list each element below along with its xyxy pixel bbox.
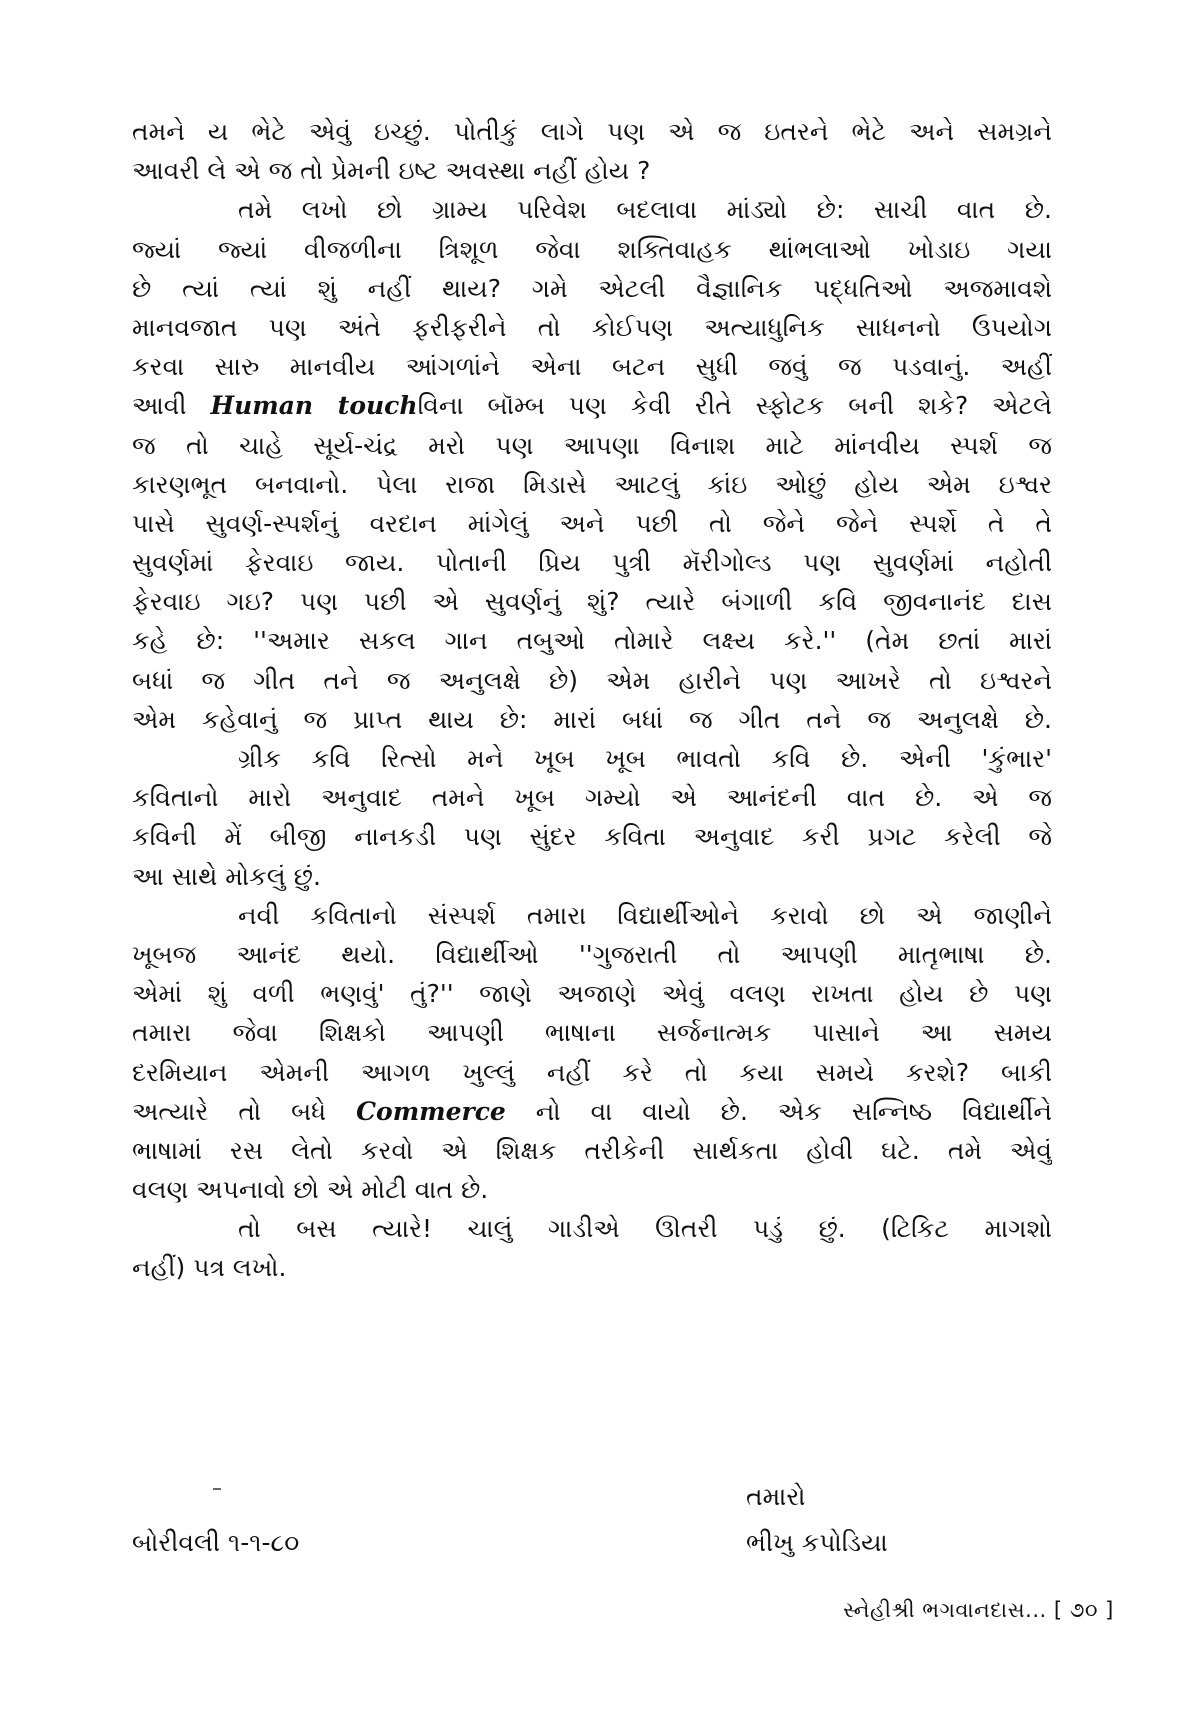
text-line: કરવા સારુ માનવીય આંગળાંને એના બટન સુધી જવું જ પડવાનું. અહીં <box>132 352 1052 382</box>
paragraph-start-line: તો બસ ત્યારે! ચાલું ગાડીએ ઊતરી પડું છું. (ટિકિટ માગશો <box>238 1214 1052 1244</box>
stray-dash-mark <box>213 1488 221 1490</box>
text-line: એમ કહેવાનું જ પ્રાપ્ત થાય છે: મારાં બધાં જ ગીત તને જ અનુલક્ષે છે. <box>132 704 1052 734</box>
text-line: ખૂબજ આનંદ થયો. વિદ્યાર્થીઓ ''ગુજરાતી તો આપણી માતૃભાષા છે. <box>132 939 1052 969</box>
text-line: પાસે સુવર્ણ-સ્પર્શનું વરદાન માંગેલું અને પછી તો જેને જેને સ્પર્શે તે તે <box>132 508 1052 538</box>
text-line: ભાષામાં રસ લેતો કરવો એ શિક્ષક તરીકેની સાર્થકતા હોવી ઘટે. તમે એવું <box>132 1135 1052 1165</box>
english-phrase: Human touch <box>210 391 418 421</box>
text-line: તમને ય ભેટે એવું ઇચ્છું. પોતીકું લાગે પણ એ જ ઇતરને ભેટે અને સમગ્રને <box>132 117 1052 146</box>
text-line: કારણભૂત બનવાનો. પેલા રાજા મિડાસે આટલું કાંઇ ઓછું હોય એમ ઇશ્વર <box>132 469 1052 499</box>
text-line: જ્યાં જ્યાં વીજળીના ત્રિશૂળ જેવા શક્તિવાહક થાંભલાઓ ખોડાઇ ગયા <box>132 234 1052 264</box>
text-line: ફેરવાઇ ગઇ? પણ પછી એ સુવર્ણનું શું? ત્યારે બંગાળી કવિ જીવનાનંદ દાસ <box>132 587 1052 617</box>
paragraph-start-line: નવી કવિતાનો સંસ્પર્શ તમારા વિદ્યાર્થીઓને કરાવો છો એ જાણીને <box>238 900 1052 930</box>
text-line: કહે છે: ''અમાર સકલ ગાન તબુઓ તોમારે લક્ષ્ય કરે.'' (તેમ છતાં મારાં <box>132 626 1052 656</box>
text-line: અત્યારે તો બધે Commerce નો વા વાયો છે. એક સન્નિષ્ઠ વિદ્યાર્થીને <box>132 1096 1052 1126</box>
page-footer <box>843 1595 1114 1625</box>
text-line: છે ત્યાં ત્યાં શું નહીં થાય? ગમે એટલી વૈજ્ઞાનિક પદ્ધતિઓ અજમાવશે <box>132 273 1052 303</box>
text-line: આ સાથે મોકલું છું. <box>132 861 321 891</box>
text-line: કવિતાનો મારો અનુવાદ તમને ખૂબ ગમ્યો એ આનંદની વાત છે. એ જ <box>132 783 1052 813</box>
text-line: આવી Human touchવિના બૉમ્બ પણ કેવી રીતે સ્ફોટક બની શકે? એટલે <box>132 391 1052 421</box>
text-line: કવિની મેં બીજી નાનકડી પણ સુંદર કવિતા અનુવાદ કરી પ્રગટ કરેલી જે <box>132 822 1052 852</box>
place-and-date: બોરીવલી ૧-૧-૮૦ <box>132 1528 300 1557</box>
paragraph-start-line: તમે લખો છો ગ્રામ્ય પરિવેશ બદલાવા માંડ્યો છે: સાચી વાત છે. <box>238 195 1052 225</box>
text-line: સુવર્ણમાં ફેરવાઇ જાય. પોતાની પ્રિય પુત્રી મૅરીગોલ્ડ પણ સુવર્ણમાં નહોતી <box>132 548 1052 578</box>
text-line: બધાં જ ગીત તને જ અનુલક્ષે છે) એમ હારીને પણ આખરે તો ઇશ્વરને <box>132 665 1052 695</box>
closing-salutation: તમારો <box>746 1482 806 1511</box>
text-line: જ તો ચાહે સૂર્ય-ચંદ્ર મરો પણ આપણા વિનાશ માટે માંનવીય સ્પર્શ જ <box>132 430 1052 460</box>
paragraph-start-line: ગ્રીક કવિ રિત્સો મને ખૂબ ખૂબ ભાવતો કવિ છે. એની 'કુંભાર' <box>238 744 1052 773</box>
text-line: નહીં) પત્ર લખો. <box>132 1253 287 1283</box>
text-line: એમાં શું વળી ભણવું' તું?'' જાણે અજાણે એવું વલણ રાખતા હોય છે પણ <box>132 979 1052 1009</box>
text-line: વલણ અપનાવો છો એ મોટી વાત છે. <box>132 1175 489 1205</box>
running-head: સ્નેહીશ્રી ભગવાનદાસ... <box>843 1598 1047 1622</box>
text-line: દરમિયાન એમની આગળ ખુલ્લું નહીં કરે તો કયા સમયે કરશે? બાકી <box>132 1057 1052 1087</box>
text-line: માનવજાત પણ અંતે ફરીફરીને તો કોઈપણ અત્યાધુનિક સાધનનો ઉપયોગ <box>132 312 1052 342</box>
page-number: [ ૭૦ ] <box>1053 1598 1114 1622</box>
text-line: આવરી લે એ જ તો પ્રેમની ઇષ્ટ અવસ્થા નહીં હોય ? <box>132 156 651 186</box>
letter-body <box>132 112 1052 1288</box>
text-line: તમારા જેવા શિક્ષકો આપણી ભાષાના સર્જનાત્મક પાસાને આ સમય <box>132 1018 1052 1048</box>
english-word: Commerce <box>356 1096 506 1126</box>
signature: ભીખુ કપોડિયા <box>746 1528 888 1557</box>
